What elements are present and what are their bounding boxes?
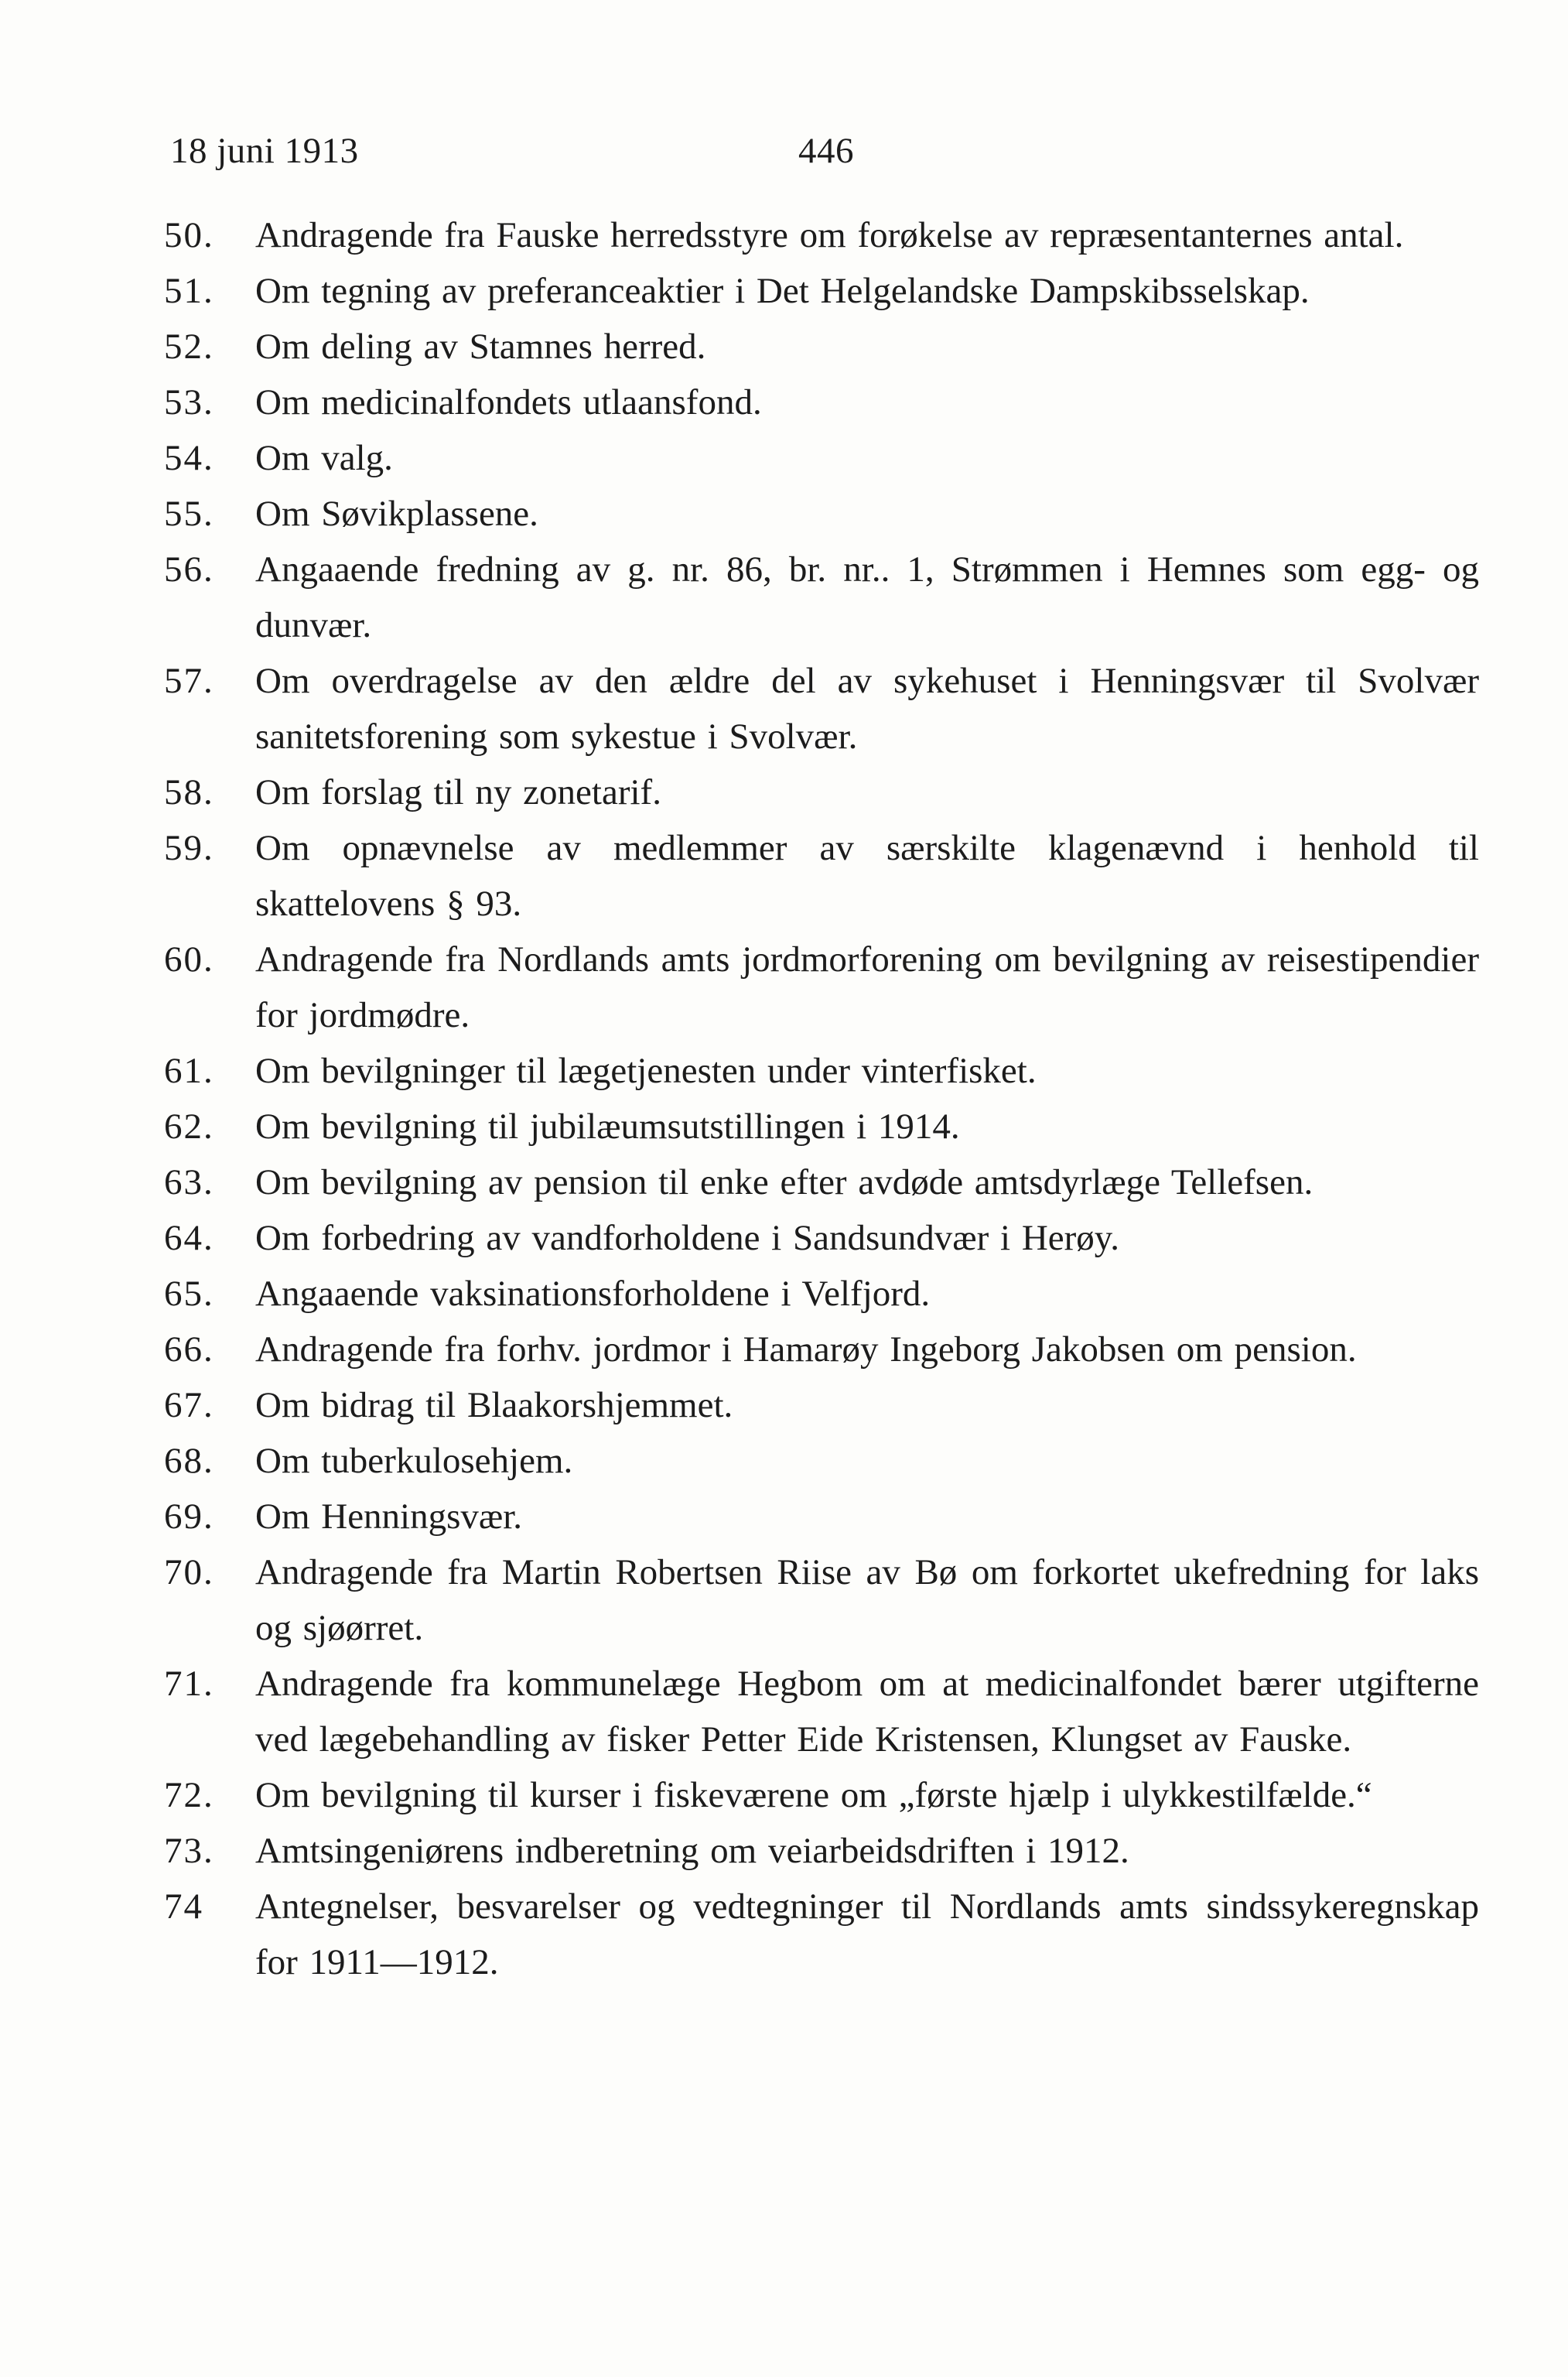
item-text: Om deling av Stamnes herred.	[255, 327, 706, 367]
item-text: Om bevilgning til kurser i fiskeværene om „første hjælp i ulykkestilfælde.“	[255, 1775, 1372, 1815]
list-item	[164, 486, 1479, 542]
list-item	[164, 542, 1479, 653]
item-number: 74	[164, 1886, 203, 1927]
item-number: 55.	[164, 494, 214, 534]
header-date: 18 juni 1913	[170, 131, 359, 171]
item-text: Om bevilgning av pension til enke efter avdøde amtsdyrlæge Tellefsen.	[255, 1162, 1313, 1202]
item-number: 50.	[164, 215, 214, 255]
list-item	[164, 375, 1479, 430]
item-text: Om tegning av preferanceaktier i Det Helgelandske Dampskibsselskap.	[255, 271, 1310, 311]
item-text: Om opnævnelse av medlemmer av særskilte klagenævnd i henhold til skattelovens § 93.	[255, 828, 1479, 924]
item-text: Angaaende fredning av g. nr. 86, br. nr.. 1, Strømmen i Hemnes som egg- og dunvær.	[255, 549, 1479, 645]
item-number: 59.	[164, 828, 214, 868]
list-item	[164, 1879, 1479, 1990]
list-item	[164, 1210, 1479, 1266]
item-text: Andragende fra Nordlands amts jordmorforening om bevilgning av reisestipendier for jordmødre.	[255, 939, 1479, 1035]
item-text: Om bevilgninger til lægetjenesten under vinterfisket.	[255, 1051, 1037, 1091]
item-number: 58.	[164, 772, 214, 812]
list-item	[164, 1823, 1479, 1879]
list-item	[164, 1154, 1479, 1210]
list-item	[164, 430, 1479, 486]
item-text: Om Henningsvær.	[255, 1496, 523, 1537]
list-item	[164, 1043, 1479, 1099]
item-number: 65.	[164, 1274, 214, 1314]
item-text: Om Søvikplassene.	[255, 494, 538, 534]
list-item	[164, 1489, 1479, 1544]
list-item	[164, 764, 1479, 820]
item-number: 52.	[164, 327, 214, 367]
item-number: 61.	[164, 1051, 214, 1091]
item-text: Om medicinalfondets utlaansfond.	[255, 382, 762, 422]
list-item	[164, 1656, 1479, 1767]
item-text: Om valg.	[255, 438, 393, 478]
item-number: 53.	[164, 382, 214, 422]
page-header	[170, 130, 866, 176]
item-text: Om bidrag til Blaakorshjemmet.	[255, 1385, 733, 1425]
agenda-list	[164, 207, 1479, 1990]
list-item	[164, 1322, 1479, 1377]
list-item	[164, 319, 1479, 375]
item-number: 62.	[164, 1106, 214, 1147]
item-text: Amtsingeniørens indberetning om veiarbeidsdriften i 1912.	[255, 1831, 1129, 1871]
item-number: 60.	[164, 939, 214, 980]
item-number: 54.	[164, 438, 214, 478]
item-number: 72.	[164, 1775, 214, 1815]
item-number: 56.	[164, 549, 214, 590]
list-item	[164, 1767, 1479, 1823]
item-text: Andragende fra forhv. jordmor i Hamarøy Ingeborg Jakobsen om pension.	[255, 1329, 1357, 1370]
list-item	[164, 1099, 1479, 1154]
item-number: 73.	[164, 1831, 214, 1871]
item-text: Om forbedring av vandforholdene i Sandsundvær i Herøy.	[255, 1218, 1119, 1258]
list-item	[164, 263, 1479, 319]
item-number: 68.	[164, 1441, 214, 1481]
item-text: Andragende fra Fauske herredsstyre om forøkelse av repræsentanternes antal.	[255, 215, 1404, 255]
item-number: 67.	[164, 1385, 214, 1425]
item-number: 66.	[164, 1329, 214, 1370]
list-item	[164, 653, 1479, 764]
page-number: 446	[798, 131, 854, 171]
item-text: Om tuberkulosehjem.	[255, 1441, 573, 1481]
list-item	[164, 1544, 1479, 1656]
list-item	[164, 820, 1479, 932]
item-number: 63.	[164, 1162, 214, 1202]
list-item	[164, 932, 1479, 1043]
item-text: Om forslag til ny zonetarif.	[255, 772, 661, 812]
item-number: 69.	[164, 1496, 214, 1537]
item-text: Om overdragelse av den ældre del av sykehuset i Henningsvær til Svolvær sanitetsforening som sykestue i Svolvær.	[255, 661, 1479, 757]
item-number: 64.	[164, 1218, 214, 1258]
item-number: 70.	[164, 1552, 214, 1592]
list-item	[164, 207, 1479, 263]
item-text: Antegnelser, besvarelser og vedtegninger til Nordlands amts sindssykeregnskap for 1911—1912.	[255, 1886, 1479, 1982]
item-number: 51.	[164, 271, 214, 311]
item-text: Andragende fra kommunelæge Hegbom om at medicinalfondet bærer utgifterne ved lægebehandling av fisker Petter Eide Kristensen, Klungset av Fauske.	[255, 1664, 1479, 1760]
item-text: Om bevilgning til jubilæumsutstillingen i 1914.	[255, 1106, 960, 1147]
list-item	[164, 1266, 1479, 1322]
item-text: Andragende fra Martin Robertsen Riise av Bø om forkortet ukefredning for laks og sjøørret.	[255, 1552, 1479, 1648]
item-number: 71.	[164, 1664, 214, 1704]
list-item	[164, 1433, 1479, 1489]
item-text: Angaaende vaksinationsforholdene i Velfjord.	[255, 1274, 931, 1314]
item-number: 57.	[164, 661, 214, 701]
list-item	[164, 1377, 1479, 1433]
